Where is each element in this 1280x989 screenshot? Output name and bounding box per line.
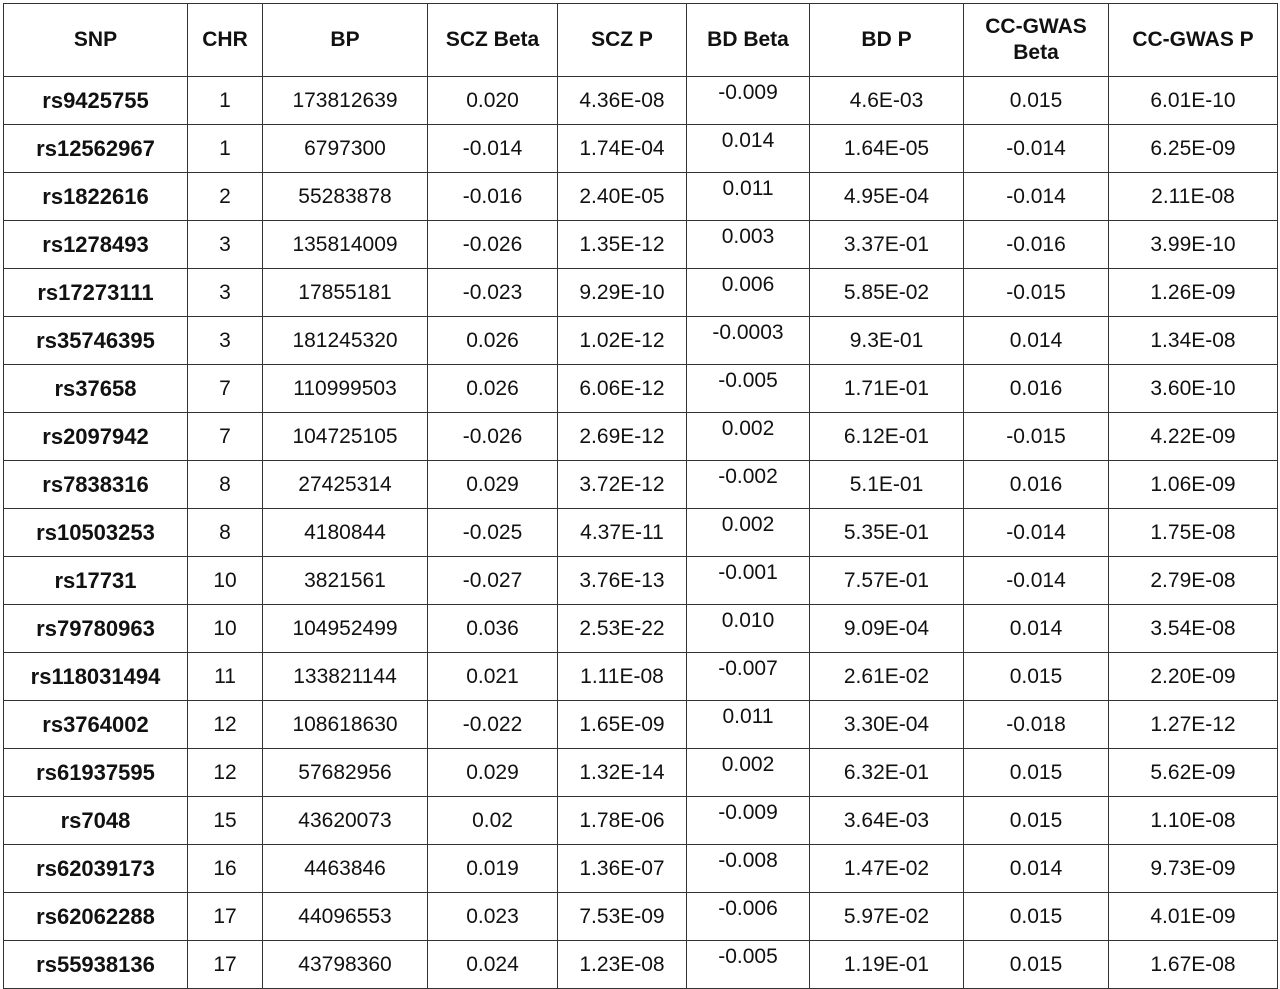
scz-beta-cell: 0.026	[428, 317, 558, 365]
scz-beta-cell: -0.026	[428, 413, 558, 461]
scz-beta-cell: -0.014	[428, 125, 558, 173]
scz-p-cell: 1.02E-12	[558, 317, 687, 365]
scz-beta-cell: 0.021	[428, 653, 558, 701]
bd-p-cell: 9.09E-04	[810, 605, 964, 653]
scz-p-cell: 1.36E-07	[558, 845, 687, 893]
table-body	[4, 77, 1278, 989]
bd-p-cell: 1.47E-02	[810, 845, 964, 893]
scz-p-cell: 1.78E-06	[558, 797, 687, 845]
scz-beta-cell: 0.029	[428, 749, 558, 797]
table-row	[4, 941, 1278, 989]
bd-beta-cell: 0.003	[687, 221, 810, 269]
bd-p-cell: 3.30E-04	[810, 701, 964, 749]
snp-cell: rs118031494	[4, 653, 188, 701]
bp-cell: 133821144	[263, 653, 428, 701]
snp-cell: rs62062288	[4, 893, 188, 941]
bp-cell: 43620073	[263, 797, 428, 845]
chr-cell: 11	[188, 653, 263, 701]
bd-beta-cell: -0.009	[687, 797, 810, 845]
bd-beta-cell: -0.006	[687, 893, 810, 941]
chr-cell: 3	[188, 269, 263, 317]
chr-cell: 15	[188, 797, 263, 845]
table-row	[4, 605, 1278, 653]
bp-cell: 4180844	[263, 509, 428, 557]
ccgwas-p-cell: 6.25E-09	[1109, 125, 1278, 173]
chr-cell: 8	[188, 509, 263, 557]
ccgwas-beta-cell: -0.014	[964, 173, 1109, 221]
scz-p-cell: 1.35E-12	[558, 221, 687, 269]
bd-beta-cell: 0.006	[687, 269, 810, 317]
bd-p-cell: 1.64E-05	[810, 125, 964, 173]
bd-beta-cell: 0.011	[687, 173, 810, 221]
ccgwas-beta-cell: 0.015	[964, 749, 1109, 797]
bp-cell: 135814009	[263, 221, 428, 269]
scz-beta-cell: 0.020	[428, 77, 558, 125]
ccgwas-beta-cell: -0.015	[964, 413, 1109, 461]
scz-p-cell: 4.36E-08	[558, 77, 687, 125]
header-chr: CHR	[188, 4, 263, 77]
bd-p-cell: 5.35E-01	[810, 509, 964, 557]
snp-cell: rs17731	[4, 557, 188, 605]
table-row	[4, 221, 1278, 269]
scz-beta-cell: 0.036	[428, 605, 558, 653]
bd-beta-cell: 0.010	[687, 605, 810, 653]
snp-cell: rs1822616	[4, 173, 188, 221]
bd-beta-cell: 0.011	[687, 701, 810, 749]
table-header-row	[4, 4, 1278, 77]
bd-p-cell: 3.37E-01	[810, 221, 964, 269]
bd-p-cell: 6.12E-01	[810, 413, 964, 461]
ccgwas-p-cell: 1.27E-12	[1109, 701, 1278, 749]
bd-beta-cell: 0.014	[687, 125, 810, 173]
table-row	[4, 125, 1278, 173]
bd-beta-cell: -0.008	[687, 845, 810, 893]
bd-beta-cell: -0.001	[687, 557, 810, 605]
scz-beta-cell: 0.023	[428, 893, 558, 941]
scz-beta-cell: -0.023	[428, 269, 558, 317]
table-row	[4, 413, 1278, 461]
table-row	[4, 653, 1278, 701]
bp-cell: 43798360	[263, 941, 428, 989]
bd-beta-cell: -0.0003	[687, 317, 810, 365]
ccgwas-beta-cell: 0.015	[964, 653, 1109, 701]
snp-cell: rs55938136	[4, 941, 188, 989]
ccgwas-p-cell: 1.75E-08	[1109, 509, 1278, 557]
ccgwas-p-cell: 6.01E-10	[1109, 77, 1278, 125]
scz-beta-cell: 0.02	[428, 797, 558, 845]
snp-association-table	[3, 3, 1278, 989]
ccgwas-p-cell: 1.26E-09	[1109, 269, 1278, 317]
ccgwas-p-cell: 2.79E-08	[1109, 557, 1278, 605]
bp-cell: 104952499	[263, 605, 428, 653]
bd-p-cell: 1.19E-01	[810, 941, 964, 989]
ccgwas-p-cell: 1.67E-08	[1109, 941, 1278, 989]
snp-cell: rs10503253	[4, 509, 188, 557]
ccgwas-p-cell: 2.11E-08	[1109, 173, 1278, 221]
chr-cell: 1	[188, 125, 263, 173]
scz-beta-cell: -0.027	[428, 557, 558, 605]
bd-p-cell: 1.71E-01	[810, 365, 964, 413]
scz-beta-cell: 0.029	[428, 461, 558, 509]
ccgwas-beta-cell: 0.016	[964, 461, 1109, 509]
snp-cell: rs7838316	[4, 461, 188, 509]
table-row	[4, 749, 1278, 797]
ccgwas-beta-cell: -0.014	[964, 509, 1109, 557]
scz-p-cell: 4.37E-11	[558, 509, 687, 557]
scz-p-cell: 1.23E-08	[558, 941, 687, 989]
chr-cell: 7	[188, 365, 263, 413]
ccgwas-p-cell: 4.22E-09	[1109, 413, 1278, 461]
bd-p-cell: 5.85E-02	[810, 269, 964, 317]
bp-cell: 108618630	[263, 701, 428, 749]
bp-cell: 44096553	[263, 893, 428, 941]
ccgwas-beta-cell: -0.014	[964, 125, 1109, 173]
chr-cell: 17	[188, 941, 263, 989]
table-row	[4, 269, 1278, 317]
table-row	[4, 173, 1278, 221]
bp-cell: 104725105	[263, 413, 428, 461]
chr-cell: 10	[188, 557, 263, 605]
bd-beta-cell: 0.002	[687, 749, 810, 797]
snp-cell: rs12562967	[4, 125, 188, 173]
chr-cell: 8	[188, 461, 263, 509]
snp-cell: rs2097942	[4, 413, 188, 461]
bd-beta-cell: -0.009	[687, 77, 810, 125]
header-bd-p: BD P	[810, 4, 964, 77]
header-bd-beta: BD Beta	[687, 4, 810, 77]
scz-beta-cell: 0.019	[428, 845, 558, 893]
header-scz-p: SCZ P	[558, 4, 687, 77]
snp-cell: rs62039173	[4, 845, 188, 893]
ccgwas-p-cell: 3.99E-10	[1109, 221, 1278, 269]
header-ccgwas-beta: CC-GWAS Beta	[964, 4, 1109, 77]
bp-cell: 27425314	[263, 461, 428, 509]
table-row	[4, 509, 1278, 557]
chr-cell: 7	[188, 413, 263, 461]
bd-p-cell: 9.3E-01	[810, 317, 964, 365]
ccgwas-beta-cell: 0.016	[964, 365, 1109, 413]
table-row	[4, 461, 1278, 509]
bd-beta-cell: -0.005	[687, 941, 810, 989]
header-scz-beta: SCZ Beta	[428, 4, 558, 77]
chr-cell: 10	[188, 605, 263, 653]
chr-cell: 17	[188, 893, 263, 941]
ccgwas-p-cell: 2.20E-09	[1109, 653, 1278, 701]
bp-cell: 173812639	[263, 77, 428, 125]
scz-p-cell: 1.11E-08	[558, 653, 687, 701]
bd-p-cell: 2.61E-02	[810, 653, 964, 701]
bp-cell: 17855181	[263, 269, 428, 317]
scz-beta-cell: -0.026	[428, 221, 558, 269]
scz-p-cell: 2.53E-22	[558, 605, 687, 653]
table-row	[4, 365, 1278, 413]
bp-cell: 3821561	[263, 557, 428, 605]
snp-cell: rs7048	[4, 797, 188, 845]
bp-cell: 110999503	[263, 365, 428, 413]
table-row	[4, 893, 1278, 941]
snp-cell: rs1278493	[4, 221, 188, 269]
chr-cell: 16	[188, 845, 263, 893]
scz-beta-cell: 0.024	[428, 941, 558, 989]
scz-p-cell: 1.74E-04	[558, 125, 687, 173]
chr-cell: 3	[188, 221, 263, 269]
bp-cell: 6797300	[263, 125, 428, 173]
ccgwas-beta-cell: -0.018	[964, 701, 1109, 749]
table-row	[4, 317, 1278, 365]
scz-beta-cell: 0.026	[428, 365, 558, 413]
snp-cell: rs9425755	[4, 77, 188, 125]
snp-cell: rs17273111	[4, 269, 188, 317]
bp-cell: 181245320	[263, 317, 428, 365]
header-snp: SNP	[4, 4, 188, 77]
bd-beta-cell: 0.002	[687, 413, 810, 461]
scz-p-cell: 1.65E-09	[558, 701, 687, 749]
chr-cell: 12	[188, 701, 263, 749]
scz-p-cell: 7.53E-09	[558, 893, 687, 941]
scz-p-cell: 2.69E-12	[558, 413, 687, 461]
scz-p-cell: 2.40E-05	[558, 173, 687, 221]
bd-p-cell: 7.57E-01	[810, 557, 964, 605]
bp-cell: 57682956	[263, 749, 428, 797]
snp-cell: rs3764002	[4, 701, 188, 749]
scz-p-cell: 3.72E-12	[558, 461, 687, 509]
bd-p-cell: 5.97E-02	[810, 893, 964, 941]
snp-cell: rs35746395	[4, 317, 188, 365]
chr-cell: 2	[188, 173, 263, 221]
ccgwas-p-cell: 1.06E-09	[1109, 461, 1278, 509]
scz-beta-cell: -0.016	[428, 173, 558, 221]
ccgwas-p-cell: 1.34E-08	[1109, 317, 1278, 365]
ccgwas-p-cell: 3.60E-10	[1109, 365, 1278, 413]
bd-beta-cell: -0.005	[687, 365, 810, 413]
header-bp: BP	[263, 4, 428, 77]
table-row	[4, 797, 1278, 845]
ccgwas-p-cell: 9.73E-09	[1109, 845, 1278, 893]
ccgwas-beta-cell: 0.015	[964, 893, 1109, 941]
bp-cell: 55283878	[263, 173, 428, 221]
ccgwas-p-cell: 4.01E-09	[1109, 893, 1278, 941]
table-row	[4, 77, 1278, 125]
scz-p-cell: 3.76E-13	[558, 557, 687, 605]
scz-p-cell: 6.06E-12	[558, 365, 687, 413]
bd-p-cell: 4.95E-04	[810, 173, 964, 221]
snp-cell: rs79780963	[4, 605, 188, 653]
bd-p-cell: 5.1E-01	[810, 461, 964, 509]
bd-beta-cell: 0.002	[687, 509, 810, 557]
bd-p-cell: 3.64E-03	[810, 797, 964, 845]
ccgwas-beta-cell: -0.015	[964, 269, 1109, 317]
scz-beta-cell: -0.022	[428, 701, 558, 749]
bd-beta-cell: -0.007	[687, 653, 810, 701]
table-row	[4, 557, 1278, 605]
scz-p-cell: 1.32E-14	[558, 749, 687, 797]
bd-p-cell: 4.6E-03	[810, 77, 964, 125]
ccgwas-beta-cell: -0.016	[964, 221, 1109, 269]
ccgwas-p-cell: 3.54E-08	[1109, 605, 1278, 653]
ccgwas-p-cell: 5.62E-09	[1109, 749, 1278, 797]
bp-cell: 4463846	[263, 845, 428, 893]
snp-cell: rs61937595	[4, 749, 188, 797]
ccgwas-beta-cell: -0.014	[964, 557, 1109, 605]
table-row	[4, 845, 1278, 893]
snp-cell: rs37658	[4, 365, 188, 413]
bd-beta-cell: -0.002	[687, 461, 810, 509]
ccgwas-beta-cell: 0.014	[964, 317, 1109, 365]
ccgwas-beta-cell: 0.015	[964, 77, 1109, 125]
ccgwas-beta-cell: 0.015	[964, 797, 1109, 845]
bd-p-cell: 6.32E-01	[810, 749, 964, 797]
ccgwas-beta-cell: 0.014	[964, 845, 1109, 893]
scz-p-cell: 9.29E-10	[558, 269, 687, 317]
table-row	[4, 701, 1278, 749]
chr-cell: 1	[188, 77, 263, 125]
ccgwas-beta-cell: 0.014	[964, 605, 1109, 653]
scz-beta-cell: -0.025	[428, 509, 558, 557]
chr-cell: 3	[188, 317, 263, 365]
chr-cell: 12	[188, 749, 263, 797]
header-ccgwas-p: CC-GWAS P	[1109, 4, 1278, 77]
ccgwas-beta-cell: 0.015	[964, 941, 1109, 989]
ccgwas-p-cell: 1.10E-08	[1109, 797, 1278, 845]
